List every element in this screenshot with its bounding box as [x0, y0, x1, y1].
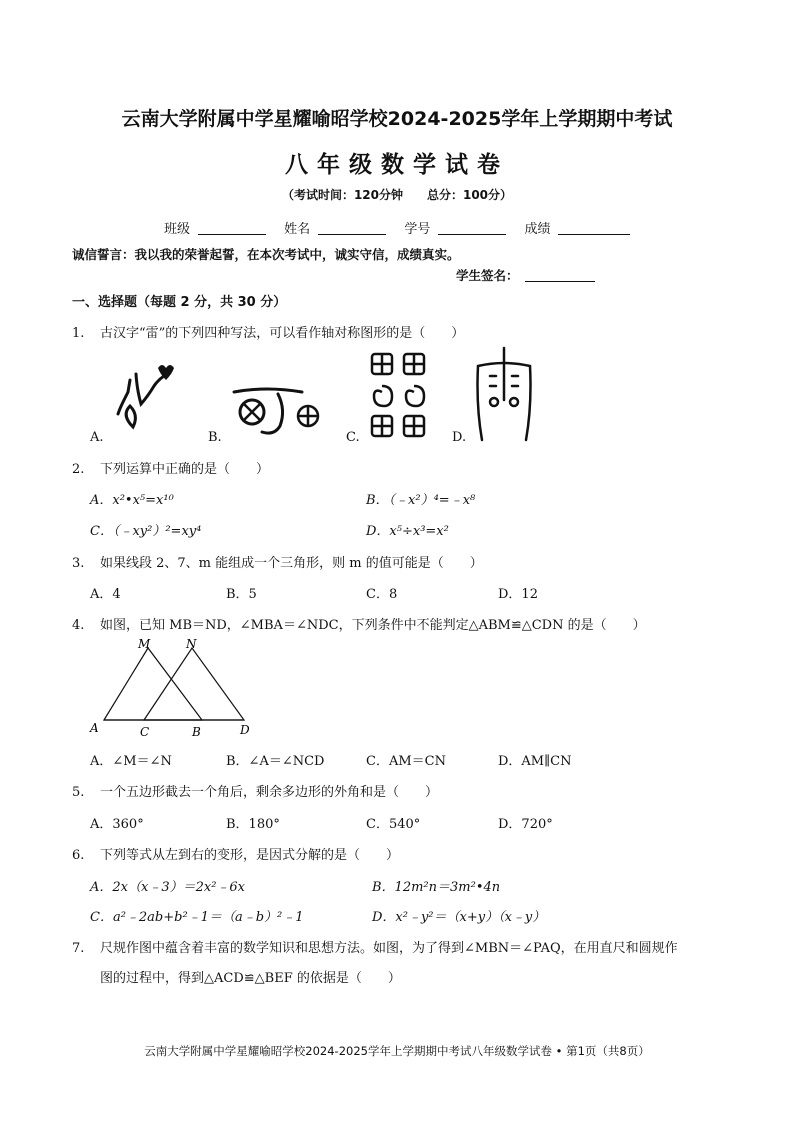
student-fields — [164, 218, 644, 237]
ancient-character-a-image — [108, 352, 180, 444]
q1-option-b[interactable]: B. — [208, 430, 222, 445]
q6-option-d[interactable]: D．x²﹣y²＝（x+y）（x﹣y） — [372, 910, 546, 925]
question-6: 6. 下列等式从左到右的变形，是因式分解的是（ ） — [72, 848, 400, 863]
q2-option-d[interactable]: D．x⁵÷x³=x² — [366, 524, 449, 539]
q5-option-b[interactable]: B．180° — [226, 817, 280, 832]
page-footer: 云南大学附属中学星耀喻昭学校2024-2025学年上学期期中考试八年级数学试卷 • 第1页（共8页） — [144, 1044, 650, 1058]
field-score[interactable]: 成绩 — [524, 218, 630, 237]
question-1: 1. 古汉字“雷”的下列四种写法，可以看作轴对称图形的是（ ） — [72, 326, 465, 341]
field-id[interactable]: 学号 — [404, 218, 506, 237]
question-7: 7. 尺规作图中蕴含着丰富的数学知识和思想方法。如图，为了得到∠MBN＝∠PAQ，在用直尺和圆规作 — [72, 941, 678, 956]
ancient-character-c-image — [366, 350, 432, 444]
q4-option-a[interactable]: A．∠M＝∠N — [90, 754, 172, 769]
section-heading: 一、选择题（每题 2 分，共 30 分） — [72, 295, 287, 310]
exam-title: 云南大学附属中学星耀喻昭学校2024-2025学年上学期期中考试 — [121, 108, 673, 130]
q3-option-d[interactable]: D．12 — [498, 587, 538, 602]
q6-option-b[interactable]: B．12m²n＝3m²•4n — [372, 880, 501, 895]
q1-option-a[interactable]: A. — [90, 430, 104, 445]
field-name[interactable]: 姓名 — [284, 218, 386, 237]
signature-row — [456, 266, 595, 284]
id-blank[interactable] — [438, 222, 506, 235]
score-blank[interactable] — [558, 222, 630, 235]
q6-option-c[interactable]: C．a²﹣2ab+b²﹣1＝（a﹣b）²﹣1 — [90, 910, 304, 925]
q5-option-c[interactable]: C．540° — [366, 817, 421, 832]
q5-option-d[interactable]: D．720° — [498, 817, 553, 832]
label-a: A — [90, 721, 99, 735]
signature-blank[interactable] — [525, 269, 595, 282]
q4-option-c[interactable]: C．AM＝CN — [366, 754, 446, 769]
q6-option-a[interactable]: A．2x（x﹣3）＝2x²﹣6x — [90, 880, 246, 895]
honesty-pledge: 诚信誓言：我以我的荣誉起誓，在本次考试中，诚实守信，成绩真实。 — [72, 247, 460, 262]
signature-label: 学生签名： — [456, 268, 519, 283]
q5-option-a[interactable]: A．360° — [90, 817, 144, 832]
q4-option-d[interactable]: D．AM∥CN — [498, 754, 572, 769]
q3-option-c[interactable]: C．8 — [366, 587, 398, 602]
ancient-character-b-image — [230, 380, 328, 442]
question-5: 5. 一个五边形截去一个角后，剩余多边形的外角和是（ ） — [72, 785, 439, 800]
label-m: M — [138, 637, 151, 651]
q2-option-c[interactable]: C．（﹣xy²）²=xy⁴ — [90, 524, 202, 539]
question-7-line2: 图的过程中，得到△ACD≌△BEF 的依据是（ ） — [100, 971, 401, 986]
name-blank[interactable] — [318, 222, 386, 235]
exam-info: （考试时间：120分钟 总分：100分） — [281, 188, 513, 202]
question-2: 2. 下列运算中正确的是（ ） — [72, 462, 270, 477]
q3-option-a[interactable]: A．4 — [90, 587, 121, 602]
label-b: B — [192, 725, 201, 739]
question-4: 4. 如图，已知 MB＝ND，∠MBA＝∠NDC，下列条件中不能判定△ABM≌△CDN 的是（ ） — [72, 618, 646, 633]
q1-option-d[interactable]: D. — [452, 430, 467, 445]
q1-option-c[interactable]: C. — [346, 430, 360, 445]
q3-option-b[interactable]: B．5 — [226, 587, 257, 602]
label-n: N — [186, 637, 197, 651]
class-blank[interactable] — [198, 222, 266, 235]
q2-option-b[interactable]: B．（﹣x²）⁴=﹣x⁸ — [366, 493, 476, 508]
label-c: C — [140, 725, 150, 739]
triangle-figure — [88, 636, 260, 740]
q4-option-b[interactable]: B．∠A＝∠NCD — [226, 754, 325, 769]
label-d: D — [240, 723, 250, 737]
q2-option-a[interactable]: A．x²•x⁵=x¹⁰ — [90, 493, 174, 508]
field-class[interactable]: 班级 — [164, 218, 266, 237]
ancient-character-d-image — [472, 346, 536, 444]
question-3: 3. 如果线段 2、7、m 能组成一个三角形，则 m 的值可能是（ ） — [72, 556, 483, 571]
exam-subtitle: 八年级数学试卷 — [285, 152, 509, 178]
